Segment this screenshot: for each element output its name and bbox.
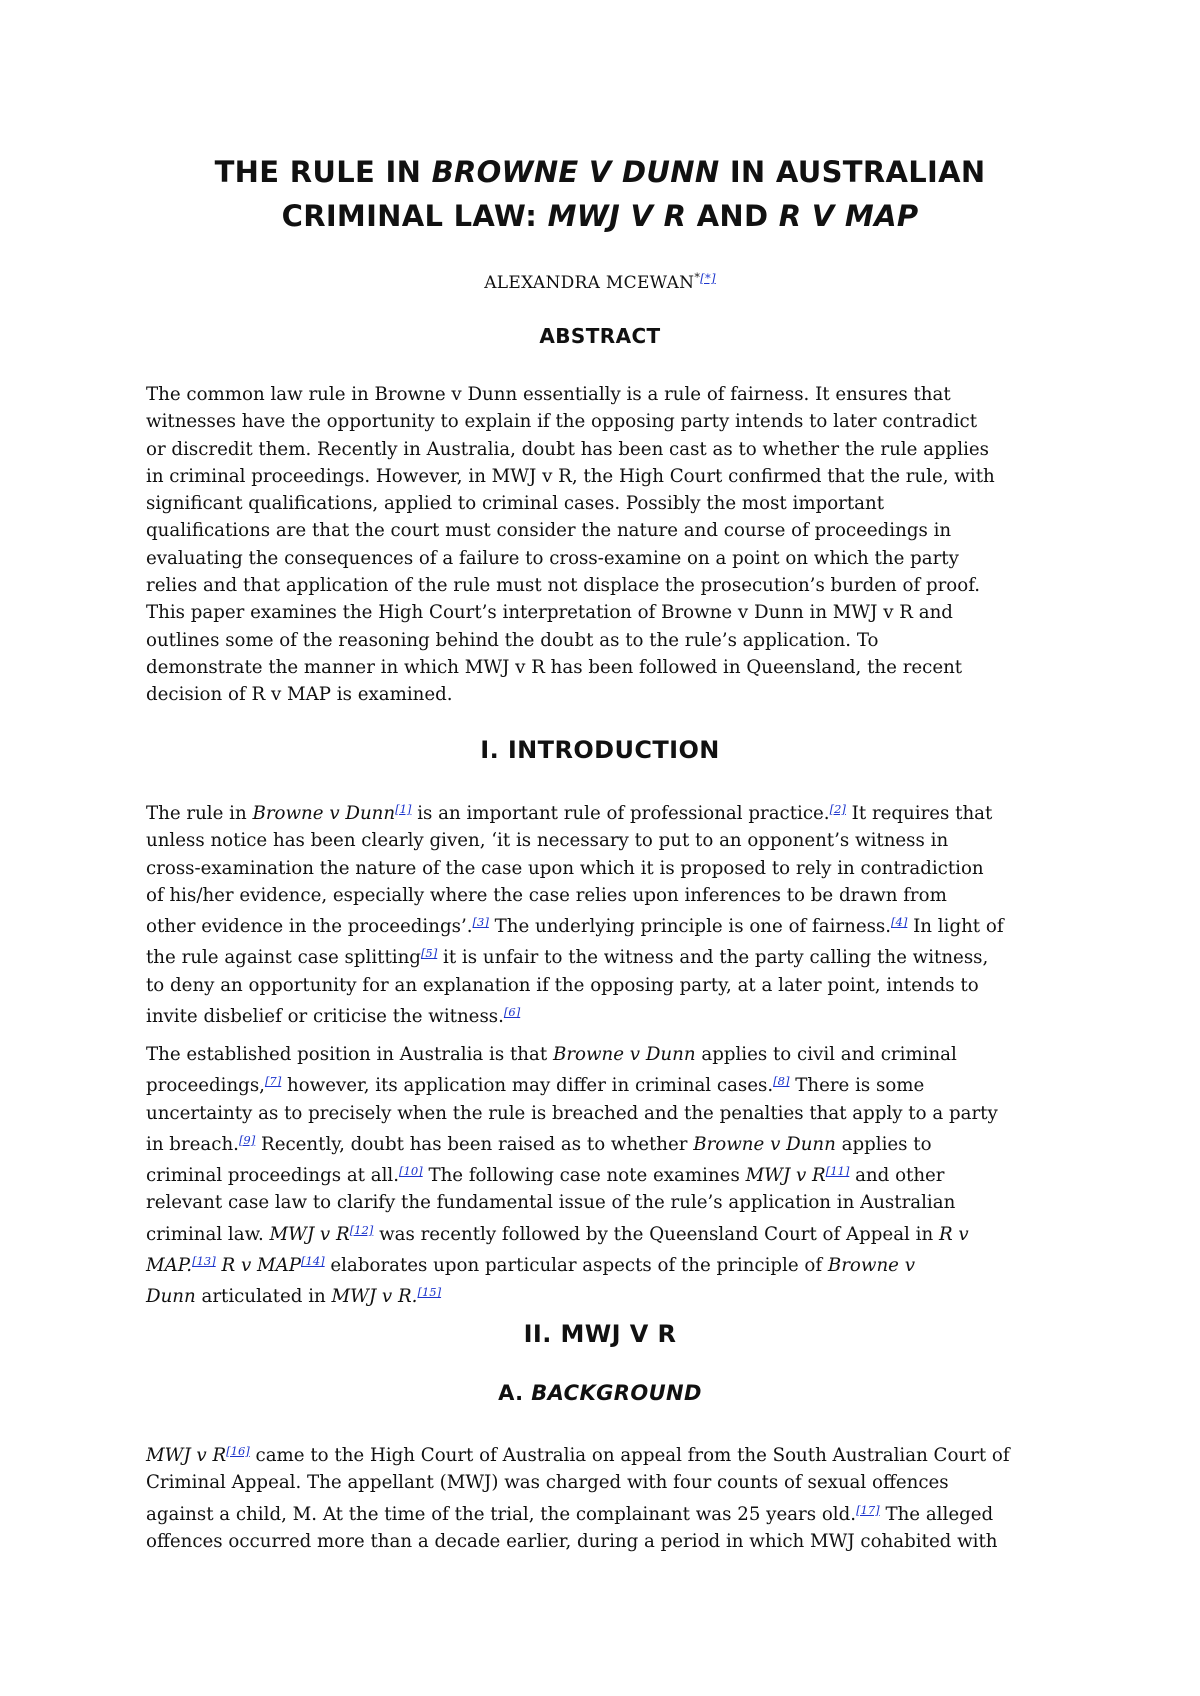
intro-paragraph-1 (146, 796, 1076, 1030)
footnote-link-14[interactable]: [14] (301, 1254, 325, 1269)
author-line (100, 266, 1100, 295)
intro1-line: of his/her evidence, especially where the case relies upon inferences to be drawn from (146, 884, 947, 906)
footnote-link-6[interactable]: [6] (503, 1005, 521, 1020)
intro2-line: MAP.[13] R v MAP[14] elaborates upon particular aspects of the principle of Browne v (146, 1254, 915, 1277)
intro1-line: cross-examination the nature of the case upon which it is proposed to rely in contradiction (146, 857, 984, 879)
background-line: Criminal Appeal. The appellant (MWJ) was charged with four counts of sexual offences (146, 1472, 949, 1494)
footnote-link-17[interactable]: [17] (856, 1502, 880, 1517)
title-line-1: THE RULE IN BROWNE V DUNN IN AUSTRALIAN (214, 155, 986, 189)
footnote-link-4[interactable]: [4] (891, 915, 908, 930)
intro2-line: uncertainty as to precisely when the rule is breached and the penalties that apply to a party (146, 1102, 998, 1124)
footnote-link-9[interactable]: [9] (238, 1132, 256, 1147)
abstract-line: significant qualifications, applied to criminal cases. Possibly the most important (146, 493, 885, 515)
intro1-line: the rule against case splitting[5] it is unfair to the witness and the party calling the witness, (146, 946, 989, 969)
background-line: offences occurred more than a decade earlier, during a period in which MWJ cohabited with (146, 1530, 998, 1552)
intro2-line: The established position in Australia is that Browne v Dunn applies to civil and criminal (146, 1044, 957, 1065)
footnote-link-author[interactable]: [*] (700, 271, 716, 285)
background-line: MWJ v R[16] came to the High Court of Australia on appeal from the South Australian Court of (146, 1444, 1010, 1466)
abstract-heading: ABSTRACT (539, 324, 661, 348)
background-paragraph (146, 1438, 1076, 1555)
intro2-line: criminal proceedings at all.[10] The following case note examines MWJ v R[11] and other (146, 1164, 945, 1187)
intro-paragraph-2 (146, 1041, 1076, 1311)
intro1-line: to deny an opportunity for an explanation if the opposing party, at a later point, intends to (146, 974, 979, 996)
footnote-link-12[interactable]: [12] (349, 1222, 374, 1237)
subsection-heading-background: A. BACKGROUND (498, 1381, 702, 1405)
abstract-line: This paper examines the High Court’s interpretation of Browne v Dunn in MWJ v R and (146, 602, 953, 624)
abstract-line: relies and that application of the rule must not displace the prosecution’s burden of proof. (146, 575, 981, 597)
author-name: ALEXANDRA MCEWAN (484, 273, 695, 293)
footnote-link-5[interactable]: [5] (420, 946, 438, 961)
section-heading-mwj: II. MWJ V R (523, 1320, 677, 1348)
intro1-line: The rule in Browne v Dunn[1] is an important rule of professional practice.[2] It requires that (146, 802, 993, 824)
footnote-link-15[interactable]: [15] (417, 1285, 442, 1300)
abstract-line: witnesses have the opportunity to explain if the opposing party intends to later contradict (146, 411, 978, 433)
intro2-line: proceedings,[7] however, its application may differ in criminal cases.[8] There is some (146, 1074, 925, 1097)
intro2-line: criminal law. MWJ v R[12] was recently followed by the Queensland Court of Appeal in R v (146, 1222, 969, 1245)
intro1-line: invite disbelief or criticise the witness.[6] (146, 1005, 521, 1028)
footnote-link-16[interactable]: [16] (226, 1444, 250, 1458)
intro1-line: unless notice has been clearly given, ‘it is necessary to put to an opponent’s witness in (146, 830, 949, 852)
introduction-heading: I. INTRODUCTION (480, 736, 720, 764)
abstract-line: or discredit them. Recently in Australia, doubt has been cast as to whether the rule applies (146, 438, 990, 460)
footnote-link-11[interactable]: [11] (825, 1164, 850, 1179)
background-line: against a child, M. At the time of the trial, the complainant was 25 years old.[17] The alleged (146, 1502, 994, 1525)
intro1-line: other evidence in the proceedings’.[3] The underlying principle is one of fairness.[4] In light of (146, 915, 1004, 938)
author-mark: * (694, 271, 701, 284)
footnote-link-3[interactable]: [3] (472, 915, 489, 930)
abstract-paragraph (146, 381, 1076, 709)
abstract-line: The common law rule in Browne v Dunn essentially is a rule of fairness. It ensures that (146, 384, 951, 405)
abstract-line: outlines some of the reasoning behind the doubt as to the rule’s application. To (146, 629, 879, 651)
intro2-line: relevant case law to clarify the fundamental issue of the rule’s application in Australian (146, 1192, 956, 1214)
footnote-link-1[interactable]: [1] (395, 802, 412, 816)
abstract-line: evaluating the consequences of a failure to cross-examine on a point on which the party (146, 547, 959, 569)
abstract-line: demonstrate the manner in which MWJ v R has been followed in Queensland, the recent (146, 656, 963, 678)
footnote-link-7[interactable]: [7] (264, 1074, 282, 1089)
footnote-link-10[interactable]: [10] (399, 1164, 423, 1179)
abstract-line: in criminal proceedings. However, in MWJ v R, the High Court confirmed that the rule, with (146, 465, 995, 487)
footnote-link-2[interactable]: [2] (829, 802, 846, 816)
title-line-2: CRIMINAL LAW: MWJ V R AND R V MAP (281, 199, 919, 233)
page-title (100, 150, 1100, 238)
footnote-link-13[interactable]: [13] (192, 1254, 216, 1269)
intro2-line: Dunn articulated in MWJ v R.[15] (146, 1285, 442, 1308)
abstract-line: decision of R v MAP is examined. (146, 684, 453, 706)
footnote-link-8[interactable]: [8] (773, 1074, 790, 1089)
abstract-line: qualifications are that the court must consider the nature and course of proceedings in (146, 520, 952, 542)
intro2-line: in breach.[9] Recently, doubt has been raised as to whether Browne v Dunn applies to (146, 1132, 932, 1155)
